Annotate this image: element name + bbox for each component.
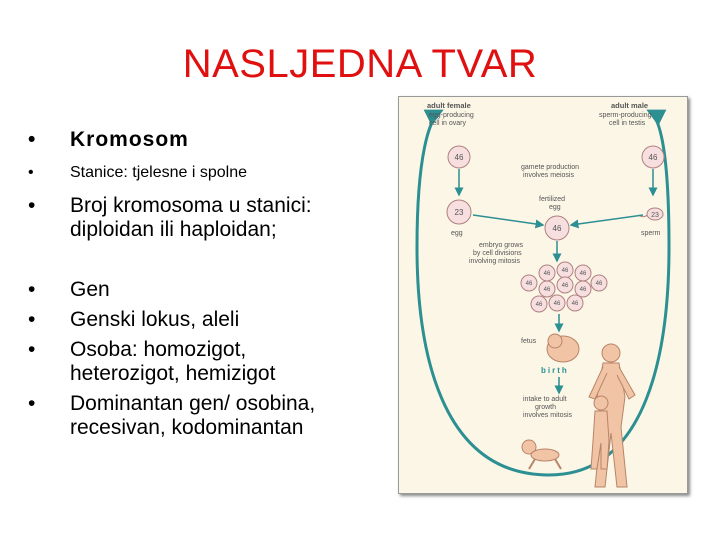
bullet-list [28, 128, 398, 440]
bullet-dot: • [28, 128, 37, 151]
female-subtitle-2: cell in ovary [429, 120, 466, 127]
embryo-label-2: by cell divisions [473, 250, 522, 257]
fetus-label: fetus [521, 338, 537, 345]
female-title: adult female [427, 101, 471, 110]
birth-label: birth [541, 366, 569, 375]
male-title: adult male [611, 101, 649, 110]
sperm-label: sperm [641, 230, 661, 237]
egg-label: egg [451, 230, 463, 237]
fertilized-egg-label: fertilized [539, 196, 566, 203]
embryo-label-3: involving mitosis [469, 258, 520, 265]
svg-text:46: 46 [579, 287, 587, 293]
female-subtitle: egg-producing [429, 112, 474, 119]
bullet-dot: • [28, 308, 36, 331]
svg-text:46: 46 [543, 271, 551, 277]
svg-text:46: 46 [553, 301, 561, 307]
svg-text:46: 46 [561, 283, 569, 289]
bullet-dot: • [28, 194, 36, 217]
bullet-item [28, 392, 398, 440]
bullet-dot: • [28, 164, 34, 181]
bullet-dot: • [28, 278, 36, 301]
svg-text:46: 46 [535, 302, 543, 308]
zygote-cell-label: 46 [552, 224, 562, 233]
svg-text:46: 46 [561, 268, 569, 274]
male-subtitle: sperm-producing [599, 112, 652, 119]
svg-text:46: 46 [595, 281, 603, 287]
gamete-production-label: gamete production [521, 164, 579, 171]
bullet-text: Stanice: tjelesne i spolne [70, 164, 247, 181]
bullet-text: Dominantan gen/ osobina, [70, 392, 316, 415]
bullet-item [28, 308, 398, 332]
life-cycle-diagram [399, 97, 687, 493]
embryo-cell-cluster [521, 262, 607, 312]
bullet-text: Broj kromosoma u stanici: [70, 194, 312, 217]
bullet-dot: • [28, 392, 36, 415]
growth-label-2: growth [535, 404, 557, 411]
male-subtitle-2: cell in testis [609, 120, 646, 127]
growth-label-3: involves mitosis [523, 412, 573, 419]
male-cell-46-label: 46 [648, 153, 658, 162]
fetus-illustration [547, 334, 579, 362]
bullet-item [28, 338, 398, 386]
egg-cell-label: 23 [454, 208, 464, 217]
gamete-production-label-2: involves meiosis [523, 172, 574, 179]
slide-title: NASLJEDNA TVAR [182, 42, 538, 86]
bullet-item [28, 278, 398, 302]
bullet-text-continued: recesivan, kodominantan [70, 416, 304, 439]
growth-label: intake to adult [523, 396, 567, 403]
bullet-text-continued: heterozigot, hemizigot [70, 362, 276, 385]
svg-text:46: 46 [579, 271, 587, 277]
female-cell-46-label: 46 [454, 153, 464, 162]
svg-text:46: 46 [571, 301, 579, 307]
bullet-dot: • [28, 338, 36, 361]
fertilized-egg-label-2: egg [549, 204, 561, 211]
bullet-item [28, 164, 398, 182]
arrow-sperm-to-zygote [571, 215, 643, 225]
bullet-item [28, 194, 398, 242]
bullet-item [28, 128, 398, 152]
life-cycle-figure [398, 96, 688, 494]
baby-figure [522, 440, 561, 469]
bullet-text-continued: diploidan ili haploidan; [70, 218, 277, 241]
sperm-cell-label: 23 [651, 212, 659, 219]
arrow-egg-to-zygote [473, 215, 543, 225]
svg-text:46: 46 [543, 287, 551, 293]
embryo-label: embryo grows [479, 242, 523, 249]
bullet-text: Genski lokus, aleli [70, 308, 240, 331]
bullet-text: Gen [70, 278, 110, 301]
bullet-text: Osoba: homozigot, [70, 338, 247, 361]
svg-text:46: 46 [525, 281, 533, 287]
bullet-text: Kromosom [70, 128, 189, 151]
